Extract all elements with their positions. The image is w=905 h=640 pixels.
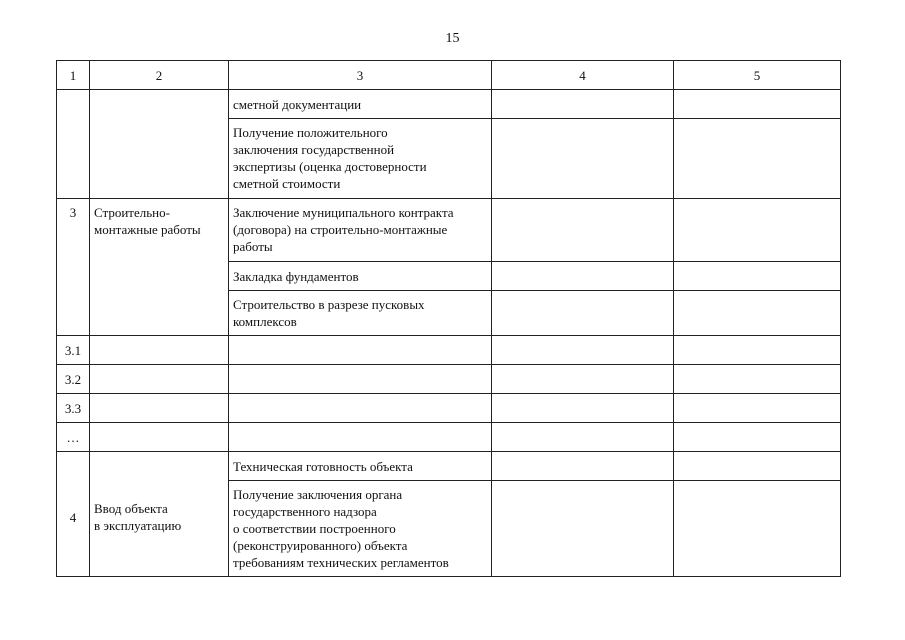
column-5-cell <box>674 119 841 199</box>
activity-cell: сметной документации <box>229 90 492 119</box>
column-5-cell <box>674 481 841 577</box>
column-5-cell <box>674 90 841 119</box>
column-5-cell <box>674 291 841 336</box>
column-4-cell <box>492 90 674 119</box>
column-4-cell <box>492 291 674 336</box>
column-5-cell <box>674 365 841 394</box>
table-row <box>57 394 841 423</box>
activity-cell <box>229 394 492 423</box>
column-header-4: 4 <box>492 61 674 90</box>
column-5-cell <box>674 262 841 291</box>
stage-name-cell <box>90 394 229 423</box>
activity-cell <box>229 336 492 365</box>
column-5-cell <box>674 199 841 262</box>
column-5-cell <box>674 336 841 365</box>
activity-cell <box>229 423 492 452</box>
column-4-cell <box>492 452 674 481</box>
stage-number-cell: 3.2 <box>57 365 90 394</box>
column-4-cell <box>492 119 674 199</box>
activity-cell <box>229 365 492 394</box>
stage-number-cell <box>57 90 90 199</box>
column-4-cell <box>492 199 674 262</box>
table-row <box>57 365 841 394</box>
stage-number-cell: 4 <box>57 452 90 577</box>
activity-cell: Получение положительного заключения государственной экспертизы (оценка достоверности сметной стоимости <box>229 119 492 199</box>
activity-cell: Закладка фундаментов <box>229 262 492 291</box>
stage-number-cell: … <box>57 423 90 452</box>
activity-cell: Заключение муниципального контракта (договора) на строительно-монтажные работы <box>229 199 492 262</box>
stage-name-cell: Ввод объекта в эксплуатацию <box>90 452 229 577</box>
activity-cell: Получение заключения органа государственного надзора о соответствии построенного (реконструированного) объекта требованиям технических регламентов <box>229 481 492 577</box>
column-5-cell <box>674 394 841 423</box>
stage-name-cell: Строительно- монтажные работы <box>90 199 229 336</box>
stage-name-cell <box>90 365 229 394</box>
column-4-cell <box>492 365 674 394</box>
table-row <box>57 199 841 262</box>
column-4-cell <box>492 481 674 577</box>
column-4-cell <box>492 336 674 365</box>
stage-name-cell <box>90 336 229 365</box>
column-4-cell <box>492 423 674 452</box>
table-row <box>57 452 841 481</box>
stage-number-cell: 3.1 <box>57 336 90 365</box>
column-header-1: 1 <box>57 61 90 90</box>
column-5-cell <box>674 423 841 452</box>
table-header-row <box>57 61 841 90</box>
column-5-cell <box>674 452 841 481</box>
activity-cell: Строительство в разрезе пусковых комплексов <box>229 291 492 336</box>
table-row <box>57 336 841 365</box>
stage-name-cell <box>90 90 229 199</box>
column-4-cell <box>492 394 674 423</box>
table-row <box>57 90 841 119</box>
table-row <box>57 423 841 452</box>
activity-cell: Техническая готовность объекта <box>229 452 492 481</box>
column-header-5: 5 <box>674 61 841 90</box>
page-number: 15 <box>445 31 460 46</box>
schedule-table <box>56 60 841 577</box>
stage-number-cell: 3.3 <box>57 394 90 423</box>
stage-number-cell: 3 <box>57 199 90 336</box>
column-4-cell <box>492 262 674 291</box>
column-header-2: 2 <box>90 61 229 90</box>
stage-name-cell <box>90 423 229 452</box>
column-header-3: 3 <box>229 61 492 90</box>
